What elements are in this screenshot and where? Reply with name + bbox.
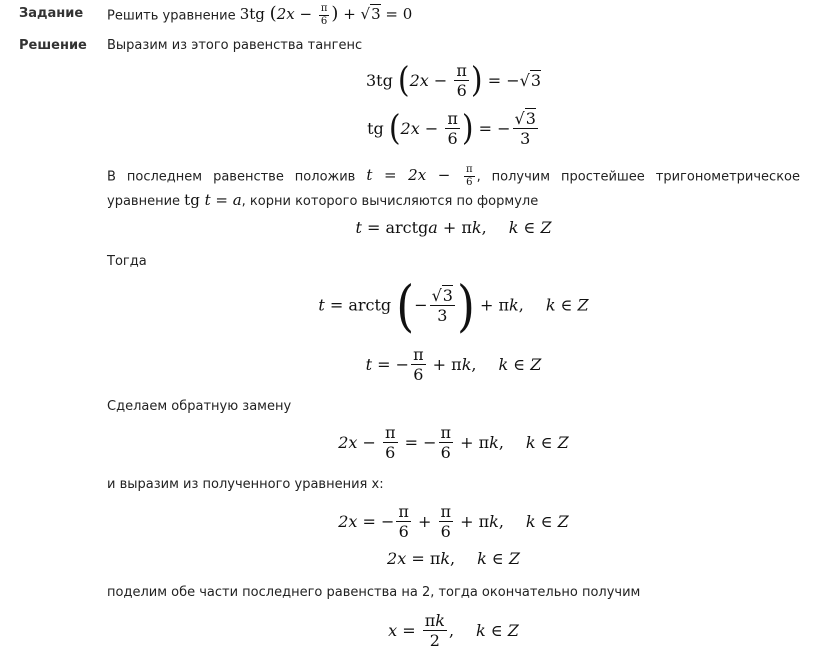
solution-intro: Выразим из этого равенства тангенс <box>107 38 363 53</box>
substitution-paragraph <box>107 164 800 213</box>
reverse-text: Сделаем обратную замену <box>107 399 292 414</box>
equation-t-value: t = − $\frac{\pi}{6}$ + πk, k ∈ Z <box>365 345 542 385</box>
general-formula: t = arctga + πk, k ∈ Z <box>355 218 552 237</box>
task-equation: 3tg (2x − $\frac{\pi}{6}$ ) + √3 = 0 <box>239 3 413 27</box>
equation-arctg: t = arctg (− $\frac{√3}{3}$ ) + πk, k ∈ Z <box>318 273 589 339</box>
substitution-text-b: , получим простейшее тригонометрическое уравнение <box>107 169 801 209</box>
task-label: Задание <box>19 6 84 21</box>
substitution-text-a: В последнем равенстве положив <box>107 169 356 185</box>
equation-tan-2: tg (2x − $\frac{\pi}{6}$ ) = − $\frac{√3}{3}$ <box>367 108 536 149</box>
then-text: Тогда <box>107 254 147 269</box>
substitution-math: t = 2x − $\frac{\pi}{6}$ <box>366 164 473 188</box>
equation-2x-pik: 2x = πk, k ∈ Z <box>387 549 520 568</box>
express-text: и выразим из полученного уравнения x: <box>107 477 384 492</box>
solution-label: Решение <box>19 38 87 53</box>
equation-tan-1: 3tg (2x − $\frac{\pi}{6}$ ) = −√3 <box>365 60 542 101</box>
equation-reverse: 2x − $\frac{\pi}{6}$ = − $\frac{\pi}{6}$ + πk, k ∈ Z <box>338 423 569 463</box>
equation-2x-sum: 2x = − $\frac{\pi}{6}$ + $\frac{\pi}{6}$ + πk, k ∈ Z <box>338 502 569 542</box>
equation-final: x = $\frac{\pi k}{2}$ , k ∈ Z <box>388 611 519 651</box>
task-text: Решить уравнение <box>107 8 236 24</box>
simple-equation: tg t = a <box>184 190 242 209</box>
substitution-text-c: , корни которого вычисляются по формуле <box>241 193 539 209</box>
divide-text: поделим обе части последнего равенства на 2, тогда окончательно получим <box>107 585 641 600</box>
task-statement <box>107 3 800 28</box>
